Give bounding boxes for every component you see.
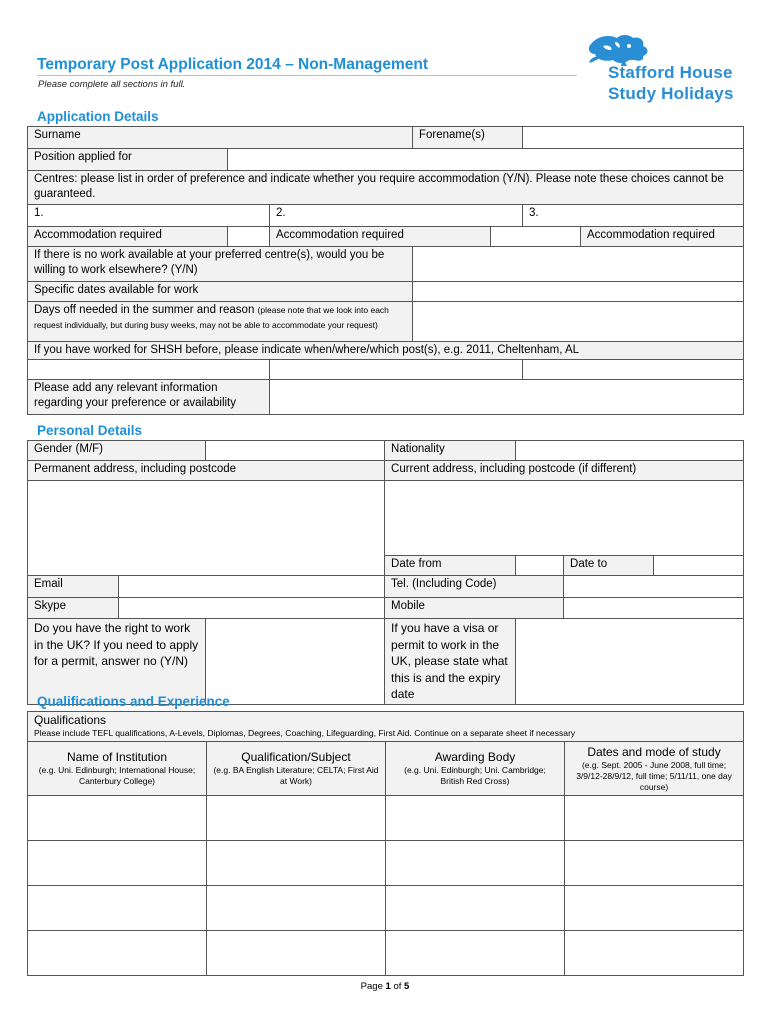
logo-text-line2: Study Holidays xyxy=(608,84,734,103)
date-to-label: Date to xyxy=(564,556,654,576)
table-cell[interactable] xyxy=(207,841,386,886)
section-heading-personal: Personal Details xyxy=(37,423,143,438)
accommodation-3-label: Accommodation required xyxy=(581,227,744,247)
column-hint: (e.g. Uni. Edinburgh; Uni. Cambridge; British Red Cross) xyxy=(404,765,546,786)
qualifications-table xyxy=(27,711,744,976)
table-cell[interactable] xyxy=(386,796,565,841)
worked-before-field-2[interactable] xyxy=(270,360,523,380)
of-word: of xyxy=(393,981,402,992)
table-cell[interactable] xyxy=(28,931,207,976)
centre-1-field[interactable]: 1. xyxy=(28,205,270,227)
column-hint: (e.g. Sept. 2005 - June 2008, full time; 3/9/12-28/9/12, full time; 5/11/11, one day course) xyxy=(576,759,732,792)
date-from-field[interactable] xyxy=(516,556,564,576)
relevant-info-label: Please add any relevant information regarding your preference or availability xyxy=(28,380,270,415)
logo-text-line1: Stafford House xyxy=(608,63,733,82)
days-off-title: Days off needed in the summer and reason xyxy=(34,304,255,316)
page-total: 5 xyxy=(404,981,410,992)
accommodation-1-field[interactable] xyxy=(228,227,270,247)
page-current: 1 xyxy=(385,981,391,992)
page-footer xyxy=(0,981,770,992)
qualifications-label: Qualifications xyxy=(34,713,107,727)
nationality-label: Nationality xyxy=(385,441,516,461)
accommodation-2-field[interactable] xyxy=(491,227,581,247)
visa-label: If you have a visa or permit to work in the UK, please state what this is and the expiry date xyxy=(385,619,516,705)
table-cell[interactable] xyxy=(386,931,565,976)
qualifications-label-cell xyxy=(28,712,744,742)
email-label: Email xyxy=(28,576,119,598)
column-header-institution xyxy=(28,742,207,796)
table-cell[interactable] xyxy=(565,931,744,976)
column-title: Awarding Body xyxy=(434,750,516,764)
forenames-label: Forename(s) xyxy=(413,127,523,149)
accommodation-1-label: Accommodation required xyxy=(28,227,228,247)
specific-dates-field[interactable] xyxy=(413,282,744,302)
column-header-dates xyxy=(565,742,744,796)
worked-before-field-3[interactable] xyxy=(523,360,744,380)
relevant-info-field[interactable] xyxy=(270,380,744,415)
table-cell[interactable] xyxy=(565,796,744,841)
current-address-label: Current address, including postcode (if different) xyxy=(385,461,744,481)
days-off-label xyxy=(28,302,413,342)
column-header-awarding-body xyxy=(386,742,565,796)
date-from-label: Date from xyxy=(385,556,516,576)
surname-label: Surname xyxy=(28,127,413,149)
table-cell[interactable] xyxy=(386,841,565,886)
current-address-field[interactable] xyxy=(385,481,744,556)
column-title: Name of Institution xyxy=(66,750,168,764)
section-heading-application: Application Details xyxy=(37,109,159,124)
skype-field[interactable] xyxy=(119,598,385,619)
visa-field[interactable] xyxy=(516,619,744,705)
table-cell[interactable] xyxy=(28,886,207,931)
page-word: Page xyxy=(360,981,383,992)
specific-dates-label: Specific dates available for work xyxy=(28,282,413,302)
table-cell[interactable] xyxy=(28,841,207,886)
column-hint: (e.g. BA English Literature; CELTA; First Aid at Work) xyxy=(213,765,379,786)
permanent-address-label: Permanent address, including postcode xyxy=(28,461,385,481)
permanent-address-field[interactable] xyxy=(28,481,385,576)
table-cell[interactable] xyxy=(207,931,386,976)
tel-field[interactable] xyxy=(564,576,744,598)
work-elsewhere-field[interactable] xyxy=(413,247,744,282)
days-off-field[interactable] xyxy=(413,302,744,342)
table-cell[interactable] xyxy=(28,796,207,841)
page-title: Temporary Post Application 2014 – Non-Management xyxy=(37,56,429,73)
mobile-field[interactable] xyxy=(564,598,744,619)
position-label: Position applied for xyxy=(28,149,228,171)
tel-label: Tel. (Including Code) xyxy=(385,576,564,598)
table-cell[interactable] xyxy=(207,796,386,841)
days-off-note: (please note that we look into each request individually, but during busy weeks, may not be able to accommodate your request) xyxy=(34,305,389,330)
work-elsewhere-label: If there is no work available at your preferred centre(s), would you be willing to work elsewhere? (Y/N) xyxy=(28,247,413,282)
qualifications-note: Please include TEFL qualifications, A-Levels, Diplomas, Degrees, Coaching, Lifeguarding, First Aid. Continue on a separate sheet if necessary xyxy=(34,728,576,738)
mobile-label: Mobile xyxy=(385,598,564,619)
column-title: Dates and mode of study xyxy=(587,744,721,759)
nationality-field[interactable] xyxy=(516,441,744,461)
centre-3-field[interactable]: 3. xyxy=(523,205,744,227)
table-cell[interactable] xyxy=(386,886,565,931)
centre-2-field[interactable]: 2. xyxy=(270,205,523,227)
table-cell[interactable] xyxy=(565,841,744,886)
forenames-field[interactable] xyxy=(523,127,744,149)
skype-label: Skype xyxy=(28,598,119,619)
page-subtitle: Please complete all sections in full. xyxy=(38,79,186,90)
table-cell[interactable] xyxy=(207,886,386,931)
right-to-work-label: Do you have the right to work in the UK? If you need to apply for a permit, answer no (Y/N) xyxy=(28,619,206,705)
date-to-field[interactable] xyxy=(654,556,744,576)
table-cell[interactable] xyxy=(565,886,744,931)
section-heading-qualifications: Qualifications and Experience xyxy=(37,694,230,709)
accommodation-2-label: Accommodation required xyxy=(270,227,491,247)
column-header-qualification xyxy=(207,742,386,796)
gender-field[interactable] xyxy=(206,441,385,461)
position-field[interactable] xyxy=(228,149,744,171)
centres-label: Centres: please list in order of preference and indicate whether you require accommodation (Y/N). Please note these choices cannot be guaranteed. xyxy=(28,171,744,205)
title-rule xyxy=(37,75,577,76)
column-title: Qualification/Subject xyxy=(241,750,351,764)
worked-before-field-1[interactable] xyxy=(28,360,270,380)
application-details-table xyxy=(27,126,744,415)
email-field[interactable] xyxy=(119,576,385,598)
column-hint: (e.g. Uni. Edinburgh; International House; Canterbury College) xyxy=(38,765,196,786)
worked-before-label: If you have worked for SHSH before, please indicate when/where/which post(s), e.g. 2011, Cheltenham, AL xyxy=(28,342,744,360)
gender-label: Gender (M/F) xyxy=(28,441,206,461)
personal-details-table xyxy=(27,440,744,705)
right-to-work-field[interactable] xyxy=(206,619,385,705)
